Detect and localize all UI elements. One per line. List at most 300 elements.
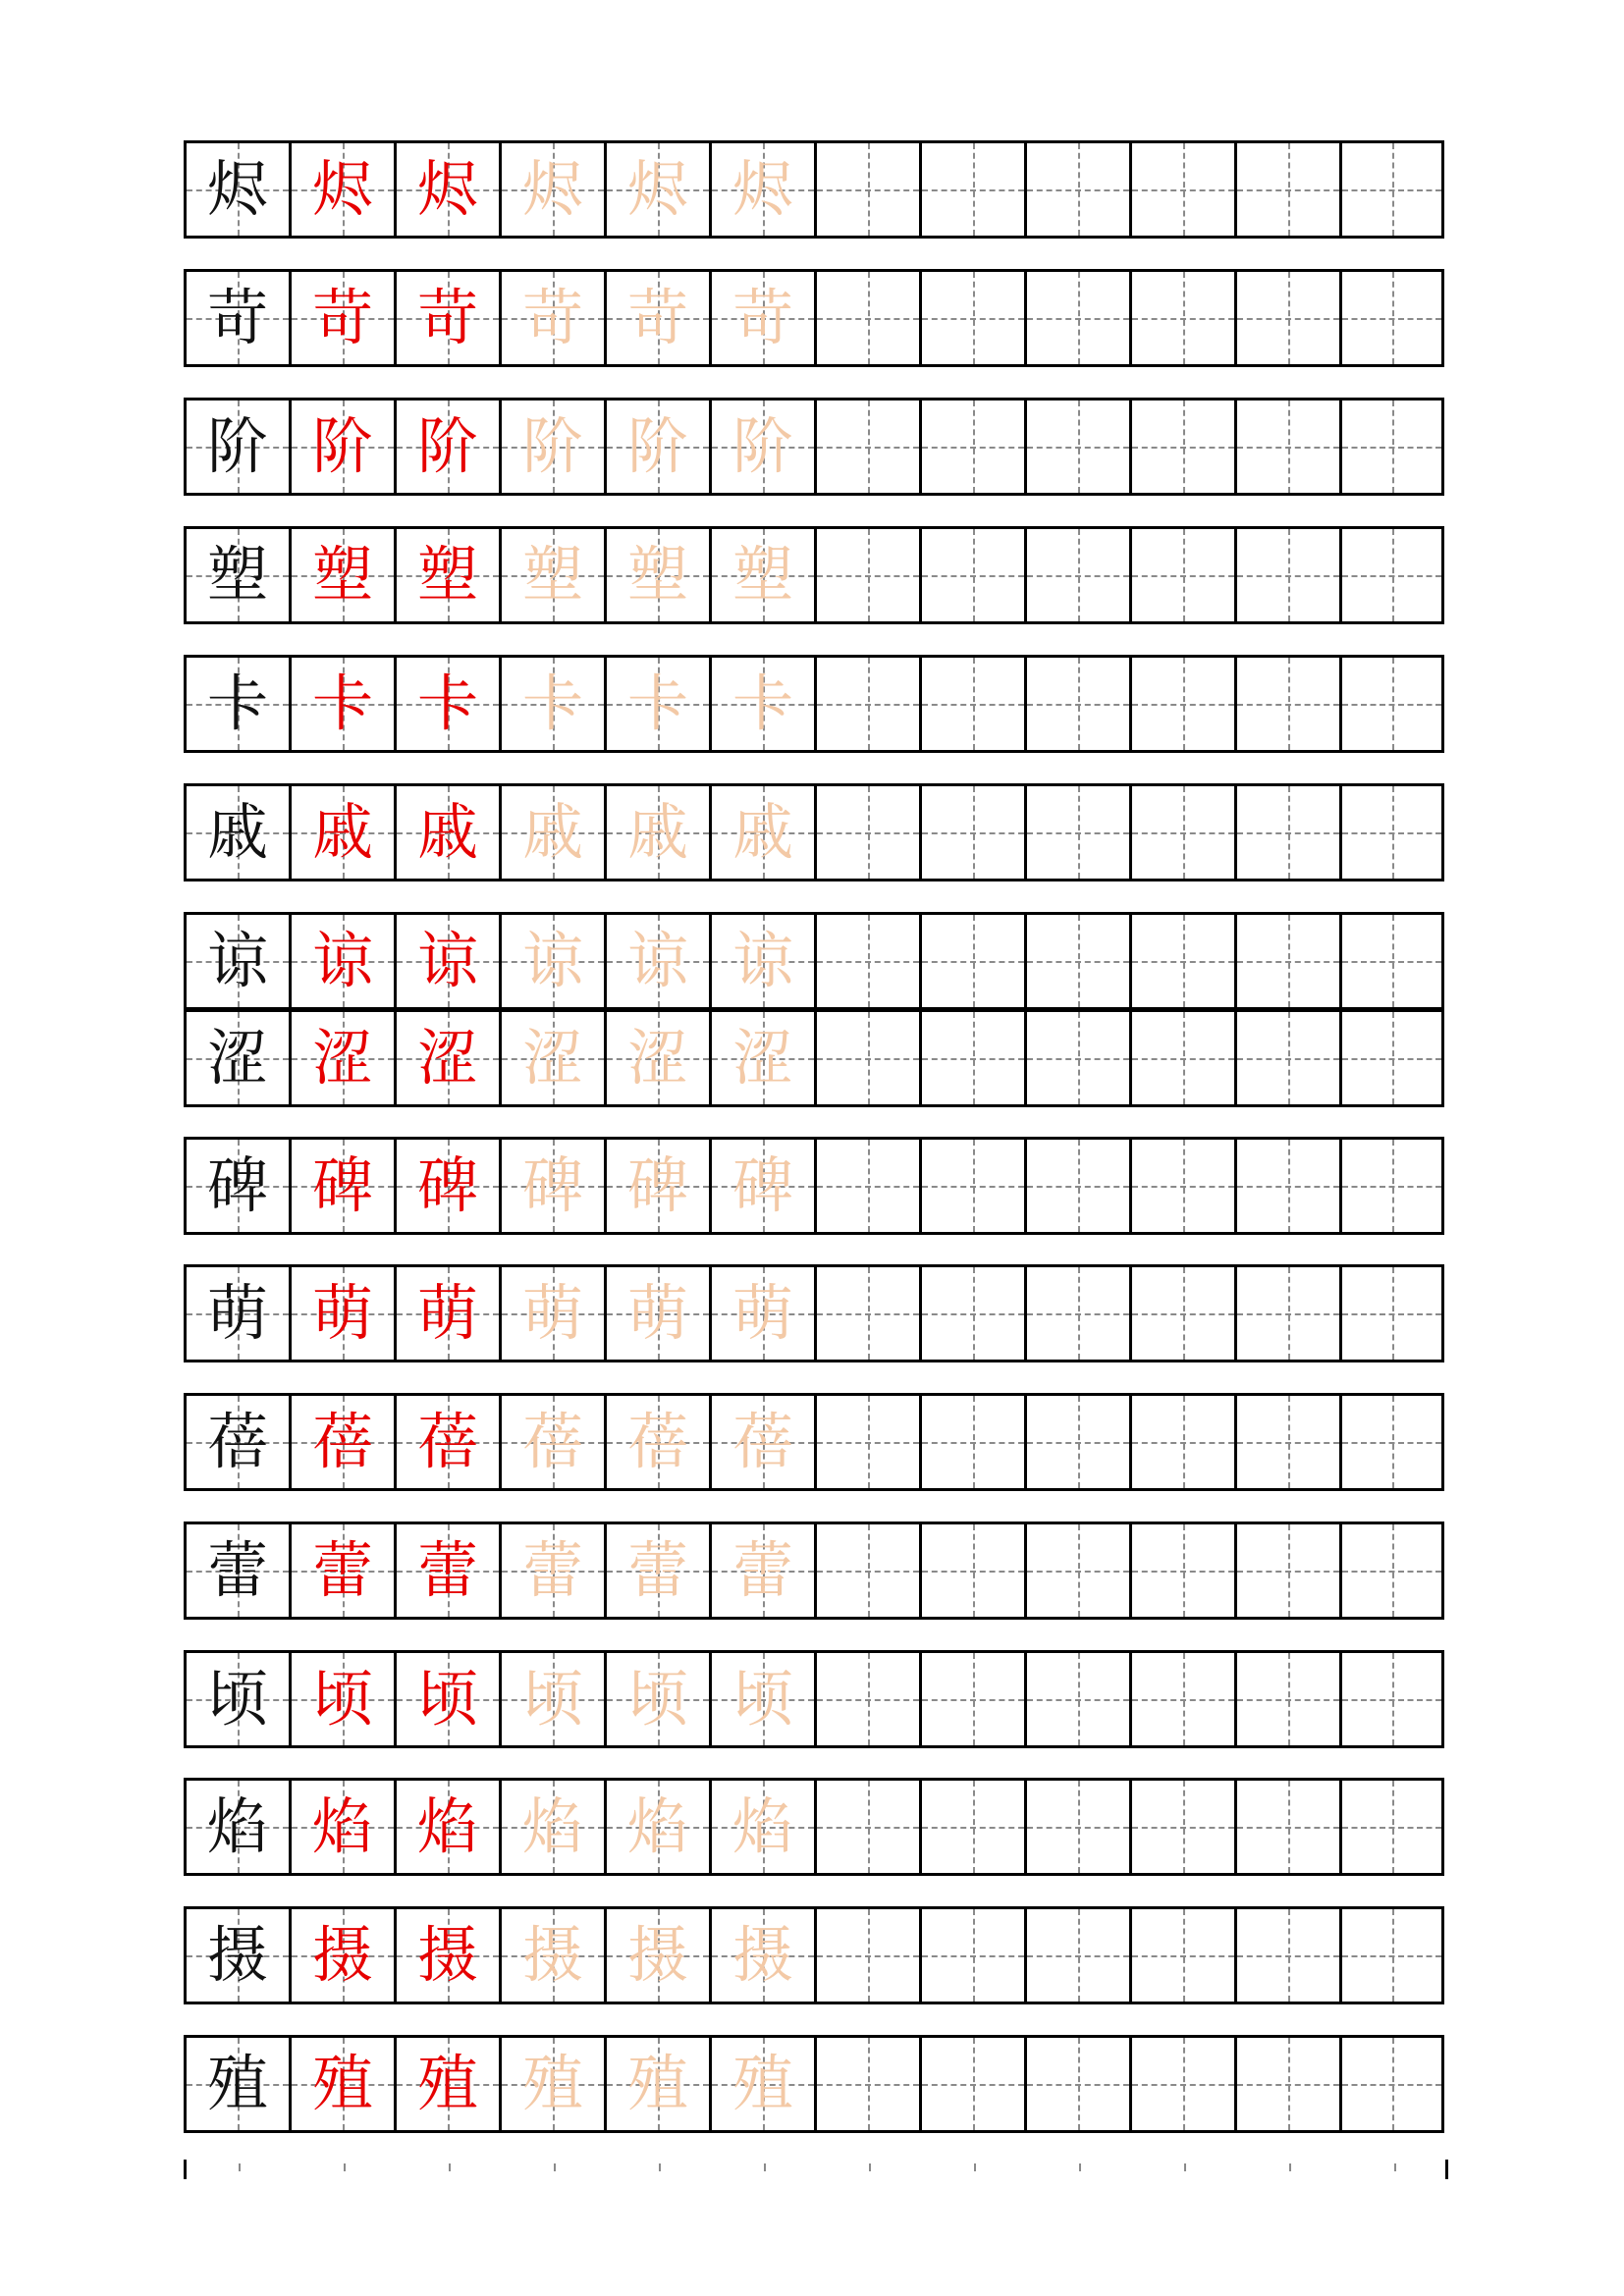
- model-character: 涩: [206, 1022, 268, 1094]
- guide-tick: [764, 2163, 766, 2171]
- blank-practice-cell[interactable]: [919, 1137, 1024, 1235]
- blank-practice-cell[interactable]: [814, 140, 919, 239]
- trace-cell[interactable]: [709, 783, 814, 881]
- red-character: 阶: [311, 410, 373, 482]
- blank-practice-cell[interactable]: [919, 1650, 1024, 1748]
- trace-cell[interactable]: [709, 140, 814, 239]
- red-example-cell[interactable]: [289, 783, 394, 881]
- trace-cell[interactable]: [709, 655, 814, 753]
- red-character: 谅: [416, 925, 478, 996]
- blank-practice-cell[interactable]: [1339, 1009, 1444, 1107]
- blank-practice-cell[interactable]: [814, 398, 919, 496]
- trace-cell[interactable]: [709, 269, 814, 367]
- blank-practice-cell[interactable]: [814, 1906, 919, 2004]
- red-example-cell[interactable]: [289, 2035, 394, 2133]
- blank-practice-cell[interactable]: [1024, 1906, 1129, 2004]
- blank-practice-cell[interactable]: [1339, 1650, 1444, 1748]
- blank-practice-cell[interactable]: [1339, 1137, 1444, 1235]
- red-example-cell[interactable]: [394, 1393, 499, 1491]
- guide-tick: [1289, 2163, 1291, 2171]
- blank-practice-cell[interactable]: [919, 398, 1024, 496]
- practice-row: [184, 526, 1448, 624]
- model-character: 萌: [206, 1277, 268, 1349]
- red-example-cell[interactable]: [394, 1522, 499, 1620]
- red-example-cell[interactable]: [394, 1264, 499, 1362]
- trace-cell[interactable]: [604, 1137, 709, 1235]
- blank-practice-cell[interactable]: [1129, 1264, 1234, 1362]
- blank-practice-cell[interactable]: [1024, 1778, 1129, 1876]
- trace-cell[interactable]: [709, 912, 814, 1010]
- trace-character: 涩: [626, 1022, 688, 1094]
- red-character: 戚: [311, 796, 373, 868]
- red-character: 烬: [311, 153, 373, 225]
- model-character-cell[interactable]: [184, 140, 289, 239]
- blank-practice-cell[interactable]: [1234, 2035, 1339, 2133]
- blank-practice-cell[interactable]: [1234, 1778, 1339, 1876]
- trace-character: 苛: [521, 282, 583, 353]
- blank-practice-cell[interactable]: [1234, 1522, 1339, 1620]
- trace-cell[interactable]: [604, 1522, 709, 1620]
- model-character: 塑: [206, 539, 268, 611]
- trace-character: 蓓: [626, 1406, 688, 1477]
- practice-row: [184, 655, 1448, 753]
- trace-cell[interactable]: [499, 140, 604, 239]
- blank-practice-cell[interactable]: [814, 1264, 919, 1362]
- red-character: 蓓: [311, 1406, 373, 1477]
- trace-cell[interactable]: [604, 1264, 709, 1362]
- trace-character: 蓓: [731, 1406, 793, 1477]
- red-character: 碑: [416, 1149, 478, 1221]
- blank-practice-cell[interactable]: [1129, 1906, 1234, 2004]
- blank-practice-cell[interactable]: [1339, 912, 1444, 1010]
- red-example-cell[interactable]: [289, 526, 394, 624]
- red-character: 阶: [416, 410, 478, 482]
- blank-practice-cell[interactable]: [919, 1778, 1024, 1876]
- blank-practice-cell[interactable]: [1024, 2035, 1129, 2133]
- trace-character: 塑: [521, 539, 583, 611]
- trace-character: 殖: [521, 2048, 583, 2119]
- blank-practice-cell[interactable]: [919, 140, 1024, 239]
- trace-character: 顷: [731, 1663, 793, 1735]
- red-character: 摄: [311, 1919, 373, 1991]
- model-character-cell[interactable]: [184, 1906, 289, 2004]
- trace-cell[interactable]: [499, 1009, 604, 1107]
- blank-practice-cell[interactable]: [1024, 140, 1129, 239]
- trace-character: 阶: [521, 410, 583, 482]
- blank-practice-cell[interactable]: [1129, 1137, 1234, 1235]
- practice-row: [184, 140, 1448, 239]
- trace-character: 卡: [626, 667, 688, 739]
- red-character: 苛: [416, 282, 478, 353]
- practice-row: [184, 1009, 1448, 1107]
- red-character: 卡: [311, 667, 373, 739]
- blank-practice-cell[interactable]: [919, 655, 1024, 753]
- blank-practice-cell[interactable]: [1129, 269, 1234, 367]
- guide-tick: [1079, 2163, 1081, 2171]
- model-character-cell[interactable]: [184, 1264, 289, 1362]
- guide-tick: [344, 2163, 346, 2171]
- model-character: 蓓: [206, 1406, 268, 1477]
- trace-cell[interactable]: [604, 1906, 709, 2004]
- trace-cell[interactable]: [709, 526, 814, 624]
- red-example-cell[interactable]: [289, 1522, 394, 1620]
- trace-cell[interactable]: [709, 2035, 814, 2133]
- blank-practice-cell[interactable]: [1234, 655, 1339, 753]
- red-example-cell[interactable]: [394, 1137, 499, 1235]
- trace-cell[interactable]: [709, 1778, 814, 1876]
- trace-cell[interactable]: [709, 1906, 814, 2004]
- model-character-cell[interactable]: [184, 1778, 289, 1876]
- red-example-cell[interactable]: [394, 269, 499, 367]
- blank-practice-cell[interactable]: [814, 1393, 919, 1491]
- trace-character: 谅: [626, 925, 688, 996]
- trace-character: 戚: [521, 796, 583, 868]
- model-character: 摄: [206, 1919, 268, 1991]
- red-character: 烬: [416, 153, 478, 225]
- trace-character: 摄: [521, 1919, 583, 1991]
- trace-cell[interactable]: [709, 1137, 814, 1235]
- blank-practice-cell[interactable]: [1129, 140, 1234, 239]
- blank-practice-cell[interactable]: [814, 1137, 919, 1235]
- blank-practice-cell[interactable]: [1129, 655, 1234, 753]
- blank-practice-cell[interactable]: [919, 1393, 1024, 1491]
- trace-cell[interactable]: [604, 1393, 709, 1491]
- practice-row: [184, 1522, 1448, 1620]
- blank-practice-cell[interactable]: [919, 783, 1024, 881]
- blank-practice-cell[interactable]: [1234, 398, 1339, 496]
- trace-cell[interactable]: [709, 1009, 814, 1107]
- blank-practice-cell[interactable]: [814, 526, 919, 624]
- trace-character: 涩: [521, 1022, 583, 1094]
- trace-character: 殖: [731, 2048, 793, 2119]
- trace-character: 蕾: [626, 1534, 688, 1606]
- trace-character: 谅: [521, 925, 583, 996]
- trace-character: 涩: [731, 1022, 793, 1094]
- trace-character: 碑: [731, 1149, 793, 1221]
- blank-practice-cell[interactable]: [1234, 1137, 1339, 1235]
- blank-practice-cell[interactable]: [1024, 655, 1129, 753]
- trace-character: 焰: [521, 1790, 583, 1862]
- blank-practice-cell[interactable]: [1234, 1393, 1339, 1491]
- trace-cell[interactable]: [499, 1393, 604, 1491]
- blank-practice-cell[interactable]: [1339, 269, 1444, 367]
- model-character: 谅: [206, 925, 268, 996]
- trace-cell[interactable]: [604, 912, 709, 1010]
- model-character-cell[interactable]: [184, 1009, 289, 1107]
- trace-character: 烬: [731, 153, 793, 225]
- trace-character: 蕾: [521, 1534, 583, 1606]
- blank-practice-cell[interactable]: [814, 269, 919, 367]
- blank-practice-cell[interactable]: [814, 1650, 919, 1748]
- trace-cell[interactable]: [709, 398, 814, 496]
- red-example-cell[interactable]: [394, 912, 499, 1010]
- trace-cell[interactable]: [499, 912, 604, 1010]
- guide-tick: [1184, 2163, 1186, 2171]
- practice-row: [184, 1393, 1448, 1491]
- red-example-cell[interactable]: [394, 1009, 499, 1107]
- model-character: 苛: [206, 282, 268, 353]
- trace-cell[interactable]: [604, 140, 709, 239]
- red-example-cell[interactable]: [394, 1650, 499, 1748]
- guide-tick: [239, 2163, 241, 2171]
- trace-character: 顷: [521, 1663, 583, 1735]
- blank-practice-cell[interactable]: [814, 1009, 919, 1107]
- blank-practice-cell[interactable]: [1024, 1393, 1129, 1491]
- guide-tick: [869, 2163, 871, 2171]
- red-example-cell[interactable]: [394, 1906, 499, 2004]
- trace-cell[interactable]: [604, 1778, 709, 1876]
- red-character: 卡: [416, 667, 478, 739]
- trace-character: 塑: [626, 539, 688, 611]
- red-character: 戚: [416, 796, 478, 868]
- trace-cell[interactable]: [604, 1650, 709, 1748]
- trace-character: 萌: [626, 1277, 688, 1349]
- red-example-cell[interactable]: [289, 140, 394, 239]
- blank-practice-cell[interactable]: [1129, 1393, 1234, 1491]
- guide-tick: [449, 2163, 451, 2171]
- red-example-cell[interactable]: [289, 912, 394, 1010]
- blank-practice-cell[interactable]: [919, 2035, 1024, 2133]
- practice-row: [184, 1650, 1448, 1748]
- partial-row: [184, 2160, 1448, 2179]
- blank-practice-cell[interactable]: [1129, 1522, 1234, 1620]
- trace-cell[interactable]: [499, 2035, 604, 2133]
- red-character: 殖: [311, 2048, 373, 2119]
- blank-practice-cell[interactable]: [1234, 1906, 1339, 2004]
- blank-practice-cell[interactable]: [919, 269, 1024, 367]
- trace-character: 烬: [521, 153, 583, 225]
- model-character: 殖: [206, 2048, 268, 2119]
- red-character: 焰: [416, 1790, 478, 1862]
- red-character: 碑: [311, 1149, 373, 1221]
- blank-practice-cell[interactable]: [814, 1778, 919, 1876]
- model-character: 戚: [206, 796, 268, 868]
- trace-cell[interactable]: [604, 526, 709, 624]
- trace-cell[interactable]: [604, 269, 709, 367]
- trace-character: 蕾: [731, 1534, 793, 1606]
- trace-cell[interactable]: [604, 783, 709, 881]
- red-example-cell[interactable]: [289, 1264, 394, 1362]
- practice-row: [184, 398, 1448, 496]
- red-example-cell[interactable]: [289, 398, 394, 496]
- model-character-cell[interactable]: [184, 2035, 289, 2133]
- blank-practice-cell[interactable]: [1129, 783, 1234, 881]
- blank-practice-cell[interactable]: [1234, 269, 1339, 367]
- trace-cell[interactable]: [499, 1778, 604, 1876]
- red-character: 萌: [416, 1277, 478, 1349]
- model-character-cell[interactable]: [184, 912, 289, 1010]
- red-character: 殖: [416, 2048, 478, 2119]
- blank-practice-cell[interactable]: [1339, 655, 1444, 753]
- model-character-cell[interactable]: [184, 1137, 289, 1235]
- trace-character: 碑: [521, 1149, 583, 1221]
- trace-cell[interactable]: [499, 655, 604, 753]
- blank-practice-cell[interactable]: [1234, 1009, 1339, 1107]
- blank-practice-cell[interactable]: [1129, 1650, 1234, 1748]
- trace-cell[interactable]: [604, 398, 709, 496]
- blank-practice-cell[interactable]: [1129, 2035, 1234, 2133]
- red-example-cell[interactable]: [289, 1009, 394, 1107]
- model-character: 烬: [206, 153, 268, 225]
- practice-row: [184, 2035, 1448, 2133]
- red-character: 顷: [416, 1663, 478, 1735]
- blank-practice-cell[interactable]: [1234, 1650, 1339, 1748]
- red-example-cell[interactable]: [394, 140, 499, 239]
- red-example-cell[interactable]: [289, 269, 394, 367]
- red-character: 蕾: [416, 1534, 478, 1606]
- blank-practice-cell[interactable]: [1024, 783, 1129, 881]
- blank-practice-cell[interactable]: [919, 912, 1024, 1010]
- practice-row: [184, 1906, 1448, 2004]
- red-example-cell[interactable]: [394, 655, 499, 753]
- trace-character: 顷: [626, 1663, 688, 1735]
- trace-cell[interactable]: [499, 269, 604, 367]
- model-character: 蕾: [206, 1534, 268, 1606]
- guide-tick: [974, 2163, 976, 2171]
- model-character-cell[interactable]: [184, 1522, 289, 1620]
- blank-practice-cell[interactable]: [814, 2035, 919, 2133]
- red-character: 顷: [311, 1663, 373, 1735]
- trace-character: 谅: [731, 925, 793, 996]
- blank-practice-cell[interactable]: [1129, 398, 1234, 496]
- blank-practice-cell[interactable]: [1339, 783, 1444, 881]
- trace-cell[interactable]: [499, 526, 604, 624]
- practice-row: [184, 1264, 1448, 1362]
- model-character-cell[interactable]: [184, 655, 289, 753]
- blank-practice-cell[interactable]: [1339, 1522, 1444, 1620]
- model-character: 阶: [206, 410, 268, 482]
- trace-character: 蓓: [521, 1406, 583, 1477]
- blank-practice-cell[interactable]: [1024, 1009, 1129, 1107]
- blank-practice-cell[interactable]: [1024, 1650, 1129, 1748]
- trace-character: 萌: [521, 1277, 583, 1349]
- blank-practice-cell[interactable]: [1339, 1264, 1444, 1362]
- trace-cell[interactable]: [499, 1906, 604, 2004]
- trace-character: 殖: [626, 2048, 688, 2119]
- model-character-cell[interactable]: [184, 398, 289, 496]
- red-example-cell[interactable]: [289, 1393, 394, 1491]
- blank-practice-cell[interactable]: [1234, 912, 1339, 1010]
- blank-practice-cell[interactable]: [1024, 269, 1129, 367]
- trace-cell[interactable]: [709, 1650, 814, 1748]
- model-character-cell[interactable]: [184, 783, 289, 881]
- practice-row: [184, 1778, 1448, 1876]
- trace-cell[interactable]: [499, 398, 604, 496]
- trace-cell[interactable]: [604, 1009, 709, 1107]
- red-character: 涩: [416, 1022, 478, 1094]
- trace-character: 摄: [731, 1919, 793, 1991]
- blank-practice-cell[interactable]: [919, 1009, 1024, 1107]
- blank-practice-cell[interactable]: [814, 1522, 919, 1620]
- trace-cell[interactable]: [499, 1650, 604, 1748]
- trace-cell[interactable]: [709, 1393, 814, 1491]
- red-example-cell[interactable]: [394, 1778, 499, 1876]
- model-character: 卡: [206, 667, 268, 739]
- trace-cell[interactable]: [709, 1522, 814, 1620]
- blank-practice-cell[interactable]: [1024, 526, 1129, 624]
- trace-character: 卡: [521, 667, 583, 739]
- blank-practice-cell[interactable]: [1339, 526, 1444, 624]
- guide-tick: [554, 2163, 556, 2171]
- red-example-cell[interactable]: [394, 2035, 499, 2133]
- trace-cell[interactable]: [499, 1522, 604, 1620]
- red-character: 塑: [311, 539, 373, 611]
- red-example-cell[interactable]: [289, 655, 394, 753]
- blank-practice-cell[interactable]: [1024, 1522, 1129, 1620]
- blank-practice-cell[interactable]: [1339, 1778, 1444, 1876]
- trace-character: 苛: [626, 282, 688, 353]
- red-character: 焰: [311, 1790, 373, 1862]
- blank-practice-cell[interactable]: [814, 783, 919, 881]
- blank-practice-cell[interactable]: [919, 1906, 1024, 2004]
- blank-practice-cell[interactable]: [1024, 398, 1129, 496]
- red-example-cell[interactable]: [289, 1906, 394, 2004]
- trace-character: 阶: [626, 410, 688, 482]
- red-example-cell[interactable]: [289, 1650, 394, 1748]
- trace-cell[interactable]: [499, 783, 604, 881]
- blank-practice-cell[interactable]: [919, 1522, 1024, 1620]
- model-character-cell[interactable]: [184, 526, 289, 624]
- red-character: 谅: [311, 925, 373, 996]
- trace-cell[interactable]: [499, 1264, 604, 1362]
- blank-practice-cell[interactable]: [814, 912, 919, 1010]
- blank-practice-cell[interactable]: [1234, 140, 1339, 239]
- blank-practice-cell[interactable]: [1024, 912, 1129, 1010]
- red-example-cell[interactable]: [394, 398, 499, 496]
- model-character-cell[interactable]: [184, 269, 289, 367]
- trace-character: 塑: [731, 539, 793, 611]
- blank-practice-cell[interactable]: [1234, 1264, 1339, 1362]
- trace-character: 碑: [626, 1149, 688, 1221]
- red-example-cell[interactable]: [394, 783, 499, 881]
- red-example-cell[interactable]: [289, 1137, 394, 1235]
- trace-cell[interactable]: [499, 1137, 604, 1235]
- blank-practice-cell[interactable]: [1234, 783, 1339, 881]
- trace-character: 焰: [731, 1790, 793, 1862]
- red-example-cell[interactable]: [289, 1778, 394, 1876]
- blank-practice-cell[interactable]: [814, 655, 919, 753]
- blank-practice-cell[interactable]: [1129, 1778, 1234, 1876]
- red-example-cell[interactable]: [394, 526, 499, 624]
- trace-cell[interactable]: [604, 2035, 709, 2133]
- blank-practice-cell[interactable]: [1234, 526, 1339, 624]
- blank-practice-cell[interactable]: [1339, 2035, 1444, 2133]
- red-character: 塑: [416, 539, 478, 611]
- blank-practice-cell[interactable]: [1024, 1264, 1129, 1362]
- blank-practice-cell[interactable]: [1339, 140, 1444, 239]
- blank-practice-cell[interactable]: [919, 1264, 1024, 1362]
- model-character-cell[interactable]: [184, 1393, 289, 1491]
- blank-practice-cell[interactable]: [1339, 1393, 1444, 1491]
- trace-character: 卡: [731, 667, 793, 739]
- trace-character: 焰: [626, 1790, 688, 1862]
- trace-character: 苛: [731, 282, 793, 353]
- blank-practice-cell[interactable]: [1129, 526, 1234, 624]
- blank-practice-cell[interactable]: [1024, 1137, 1129, 1235]
- trace-cell[interactable]: [709, 1264, 814, 1362]
- trace-cell[interactable]: [604, 655, 709, 753]
- blank-practice-cell[interactable]: [1339, 398, 1444, 496]
- trace-character: 戚: [731, 796, 793, 868]
- red-character: 蓓: [416, 1406, 478, 1477]
- blank-practice-cell[interactable]: [919, 526, 1024, 624]
- model-character-cell[interactable]: [184, 1650, 289, 1748]
- blank-practice-cell[interactable]: [1129, 1009, 1234, 1107]
- blank-practice-cell[interactable]: [1129, 912, 1234, 1010]
- practice-row: [184, 1137, 1448, 1235]
- blank-practice-cell[interactable]: [1339, 1906, 1444, 2004]
- model-character: 碑: [206, 1149, 268, 1221]
